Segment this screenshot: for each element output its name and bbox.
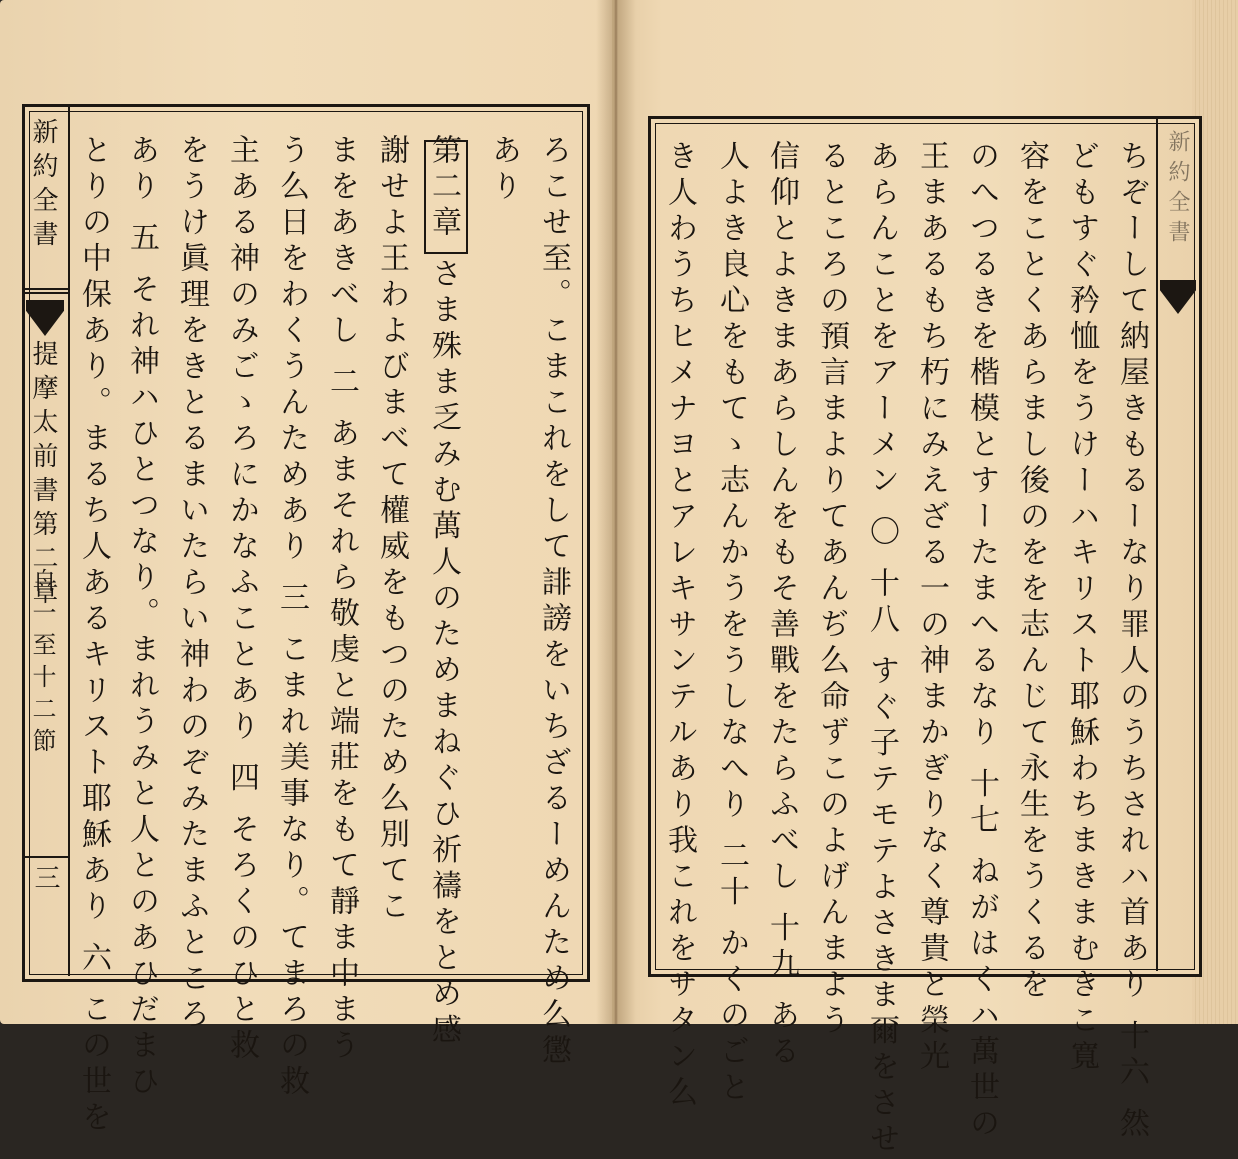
- page-number: 三: [30, 864, 60, 898]
- text-column: 容をことくあらまし後のをを志んじて永生をうくるを: [1014, 140, 1049, 1004]
- text-column: るところの預言まよりてあんぢ么命ずこのよげんまよう: [814, 140, 849, 1040]
- book-title: 新約全書: [1165, 130, 1190, 250]
- text-column: 謝せよ王わよびまべて權威をもつのため么別てこ: [374, 134, 409, 926]
- head-divider: [22, 288, 68, 290]
- text-column: 人よき良心をもてゝ志んかうをうしなへり 二十 かくのごと: [714, 140, 749, 1108]
- text-column: き人わうちヒメナヨとアレキサンテルあり我これをサタン么: [662, 140, 697, 1112]
- text-column: まをあきべし 二 あまそれら敬虔と端莊をもて靜ま中まう: [324, 134, 359, 1066]
- text-column: 主ある神のみごゝろにかなふことあり 四 そろくのひと救: [224, 134, 259, 1066]
- text-column: どもすぐ矜恤をうけーハキリスト耶穌わちまきまむきこ寬: [1064, 140, 1099, 1076]
- text-column: とりの中保あり。まるち人あるキリスト耶穌あり 六 この世を: [76, 134, 111, 1138]
- text-column: のへつるきを楷模とすーたまへるなり 十七 ねがはくハ萬世の: [964, 140, 999, 1144]
- text-column: う么日をわくうんためあり 三 こまれ美事なり。てまろの救: [274, 134, 309, 1102]
- text-column: をうけ眞理をきとるまいたらい神わのぞみたまふところ: [174, 134, 209, 1034]
- book-gutter: [596, 0, 636, 1024]
- text-column: あり 五 それ神ハひとつなり。まれうみと人とのあひだまひ: [124, 134, 159, 1102]
- head-divider: [22, 856, 68, 858]
- head-divider: [22, 292, 68, 294]
- text-column: 王まあるもち朽にみえざる一の神まかぎりなく尊貴と榮光: [914, 140, 949, 1076]
- gyobi-mark-icon: [26, 300, 64, 336]
- text-column: ちぞーして納屋きもるーなり罪人のうちされハ首あり 十六 然: [1114, 140, 1149, 1144]
- text-column: あらんことをアーメン 〇 十八 すぐ子テモテよさきま爾をさせ: [864, 140, 899, 1159]
- text-column: 第二章 さま殊ま乏みむ萬人のためまねぐひ祈禱をとめ感: [426, 134, 461, 1050]
- book-title: 新約全書: [28, 118, 58, 254]
- text-column: 信仰とよきまあらしんをもそ善戰をたらふべし 十九 ある: [764, 140, 799, 1072]
- verse-range: 自一至十二節: [28, 568, 56, 760]
- text-column: ろこせ至。こまこれをして誹謗をいちざるーめんため么懲: [536, 134, 571, 1070]
- chapter-heading: 提摩太前書第二章: [28, 340, 58, 612]
- text-column: あり: [486, 134, 521, 206]
